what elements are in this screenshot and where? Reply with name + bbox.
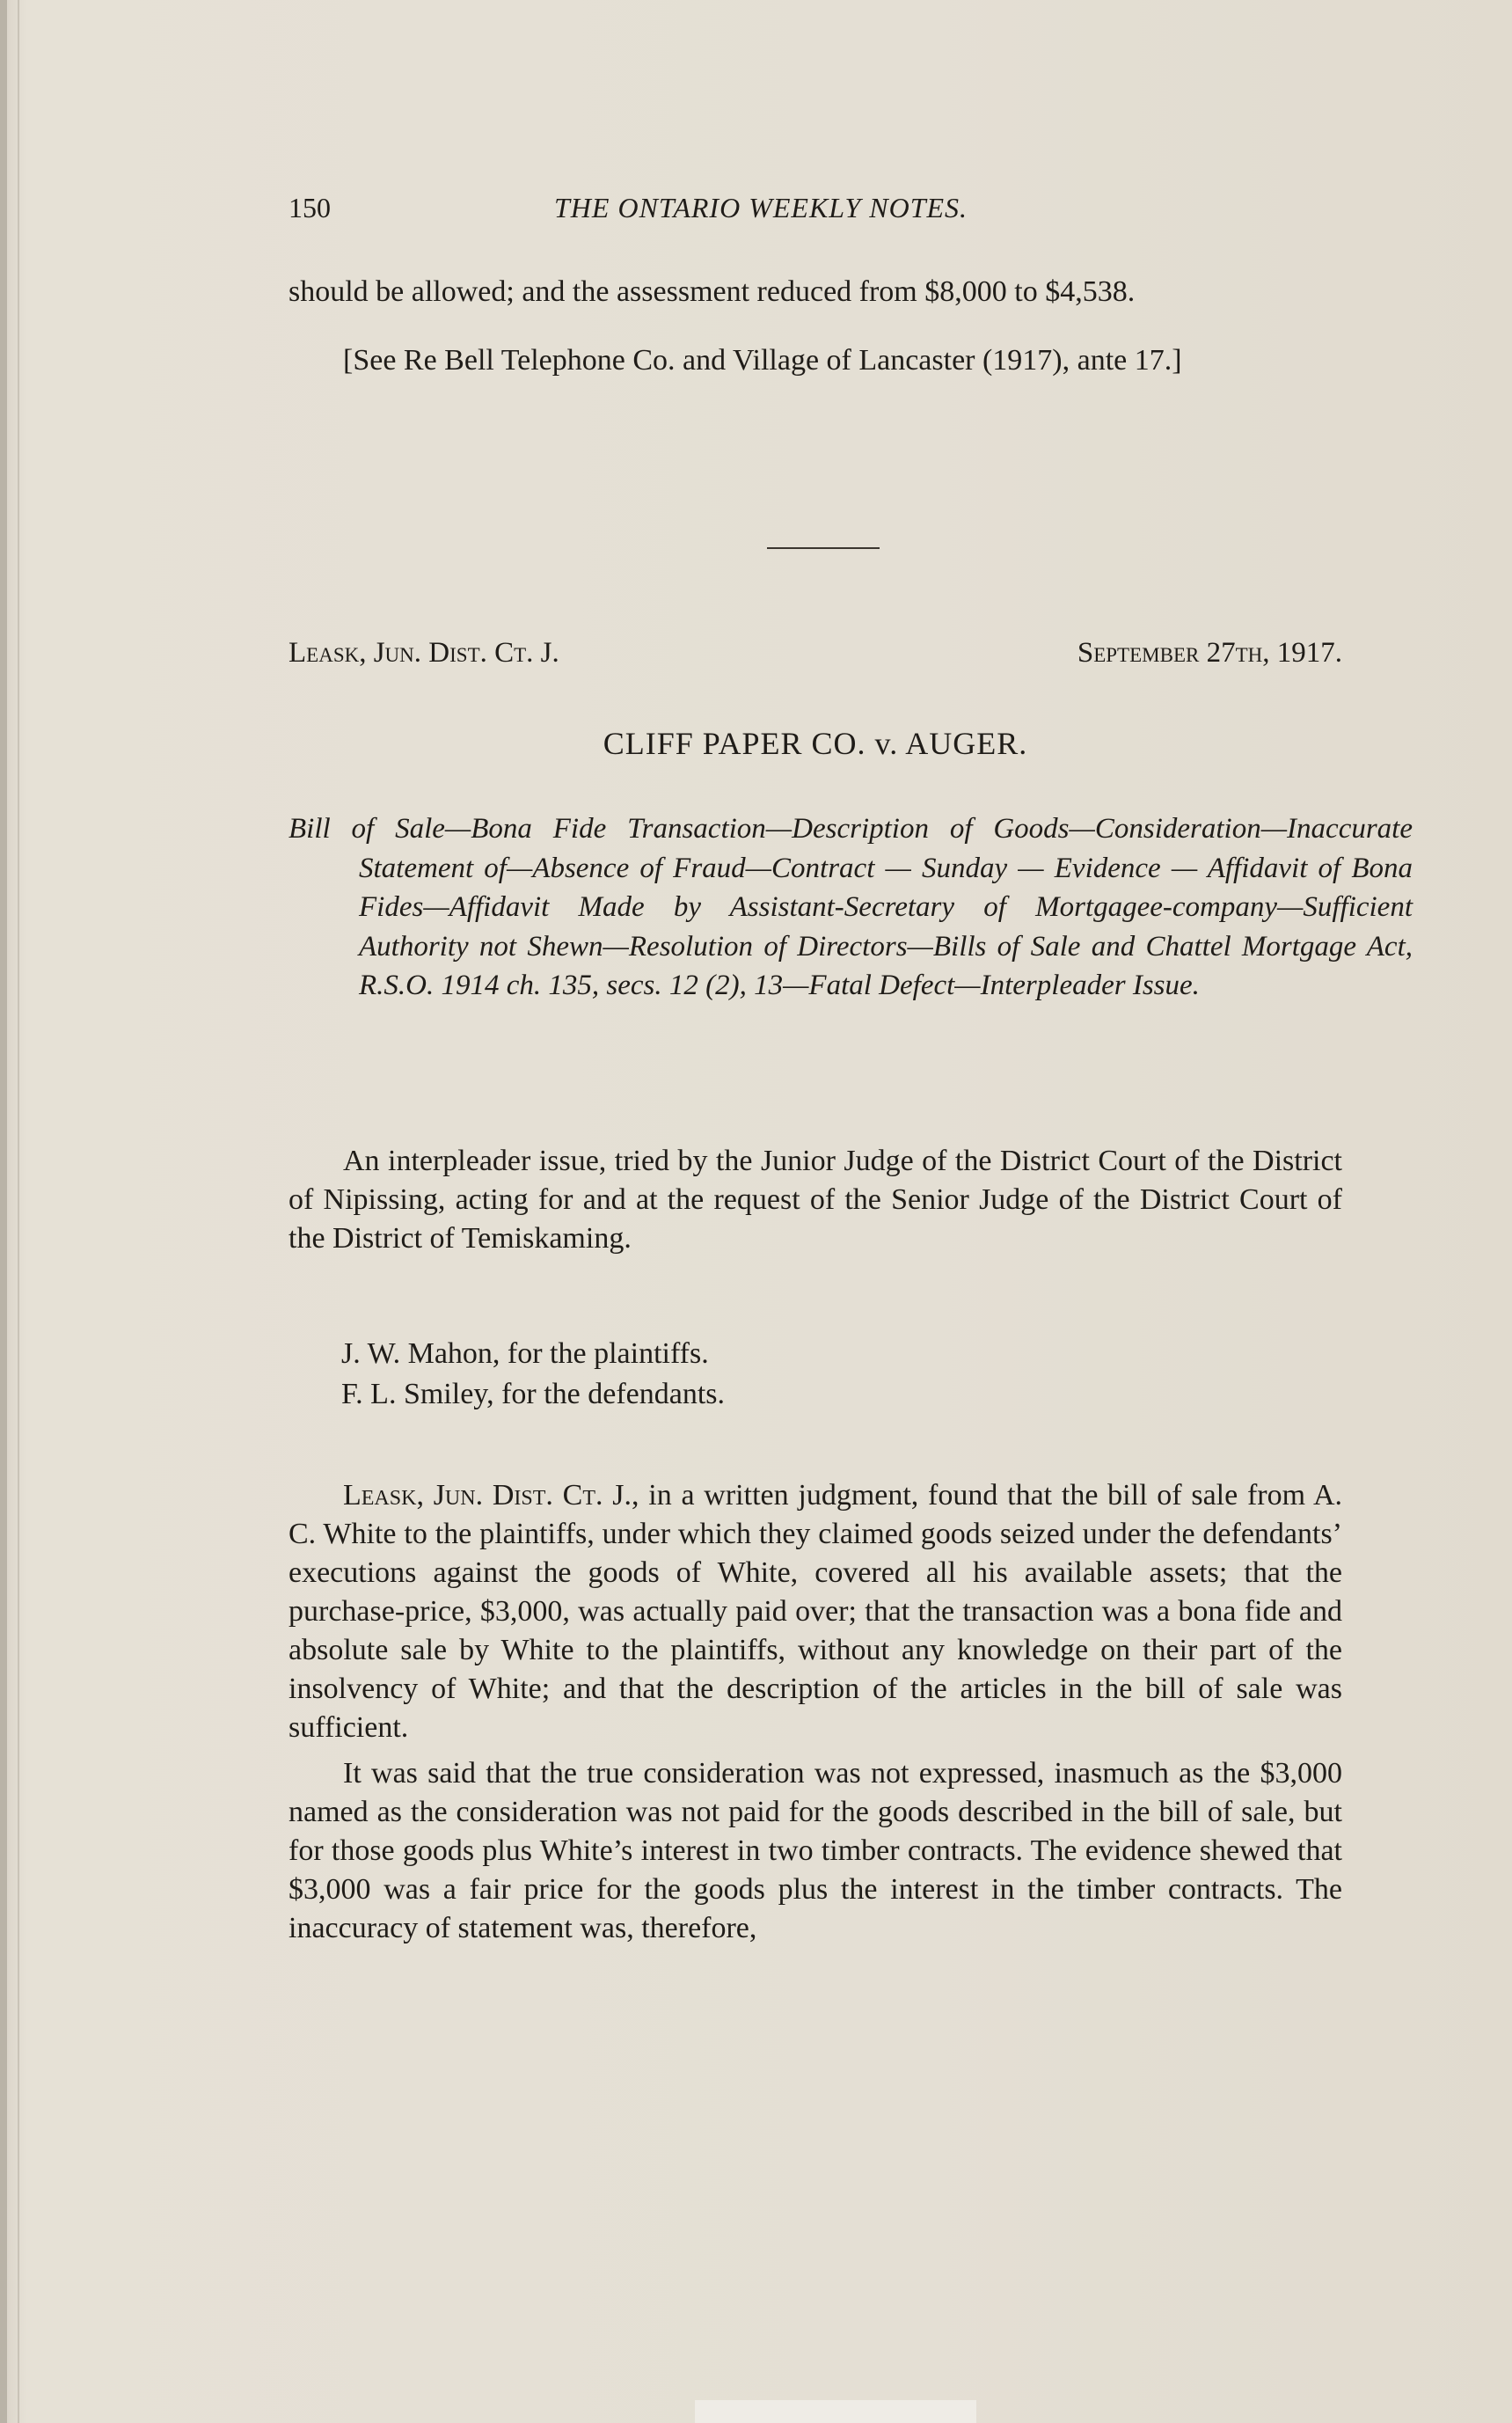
page-header [289, 192, 1342, 231]
case-intro-paragraph: An interpleader issue, tried by the Junior Judge of the District Court of the District of Nipissing, acting for and at the request of the Senior Judge of the District Court of the District of Temiskaming. [289, 1145, 1342, 1255]
judgment-paragraph [289, 1476, 1342, 1747]
counsel-list [289, 1334, 1342, 1415]
page-bottom-mark [695, 2400, 976, 2423]
judge-date-line [289, 637, 1342, 676]
page-number: 150 [289, 192, 331, 223]
running-title: THE ONTARIO WEEKLY NOTES. [554, 192, 968, 223]
section-divider [767, 547, 880, 549]
decision-date: September 27th, 1917. [1077, 637, 1342, 669]
headnote: Bill of Sale—Bona Fide Transaction—Description of Goods—Consideration—Inaccurate Statement of—Absence of Fraud—Contract — Sunday — Evidence — Affidavit of Bona Fides—Affidavit Made by Assistant-Secretary of Mortgagee-company—Sufficient Authority not Shewn—Resolution of Directors—Bills of Sale and Chattel Mortgage Act, R.S.O. 1914 ch. 135, secs. 12 (2), 13—Fatal Defect—Interpleader Issue. [289, 813, 1413, 1001]
case-intro-section [289, 1142, 1342, 1258]
page-spine [0, 0, 7, 2423]
continuation-paragraph: should be allowed; and the assessment reduced from $8,000 to $4,538. [289, 275, 1136, 308]
closing-paragraph: It was said that the true consideration was not expressed, inasmuch as the $3,000 named as the consideration was not paid for the goods described in the bill of sale, but for those goods plus White’s interest in two timber contracts. The evidence shewed that $3,000 was a fair price for the goods plus the interest in the timber contracts. The inaccuracy of statement was, therefore, [289, 1757, 1342, 1944]
judgment-judge-name: Leask, Jun. Dist. Ct. J. [343, 1479, 632, 1512]
counsel-defendants: F. L. Smiley, for the defendants. [341, 1378, 726, 1410]
counsel-plaintiffs: J. W. Mahon, for the plaintiffs. [341, 1337, 709, 1370]
continuation-section [289, 273, 1342, 380]
page-edge-line [18, 0, 19, 2423]
case-title: CLIFF PAPER CO. v. AUGER. [603, 726, 1028, 761]
judge-name: Leask, Jun. Dist. Ct. J. [289, 637, 559, 669]
see-reference-paragraph: [See Re Bell Telephone Co. and Village of Lancaster (1917), ante 17.] [343, 344, 1182, 377]
judgment-text: , in a written judgment, found that the bill of sale from A. C. White to the plaintiffs, under which they claimed goods seized under the defendants’ executions against the goods of White, covered all his available assets; that the purchase-price, $3,000, was actually paid over; that the transaction was a bona fide and absolute sale by White to the plaintiffs, without any knowledge on their part of the insolvency of White; and that the description of the articles in the bill of sale was sufficient. [289, 1479, 1342, 1744]
judgment-section [289, 1476, 1342, 1948]
